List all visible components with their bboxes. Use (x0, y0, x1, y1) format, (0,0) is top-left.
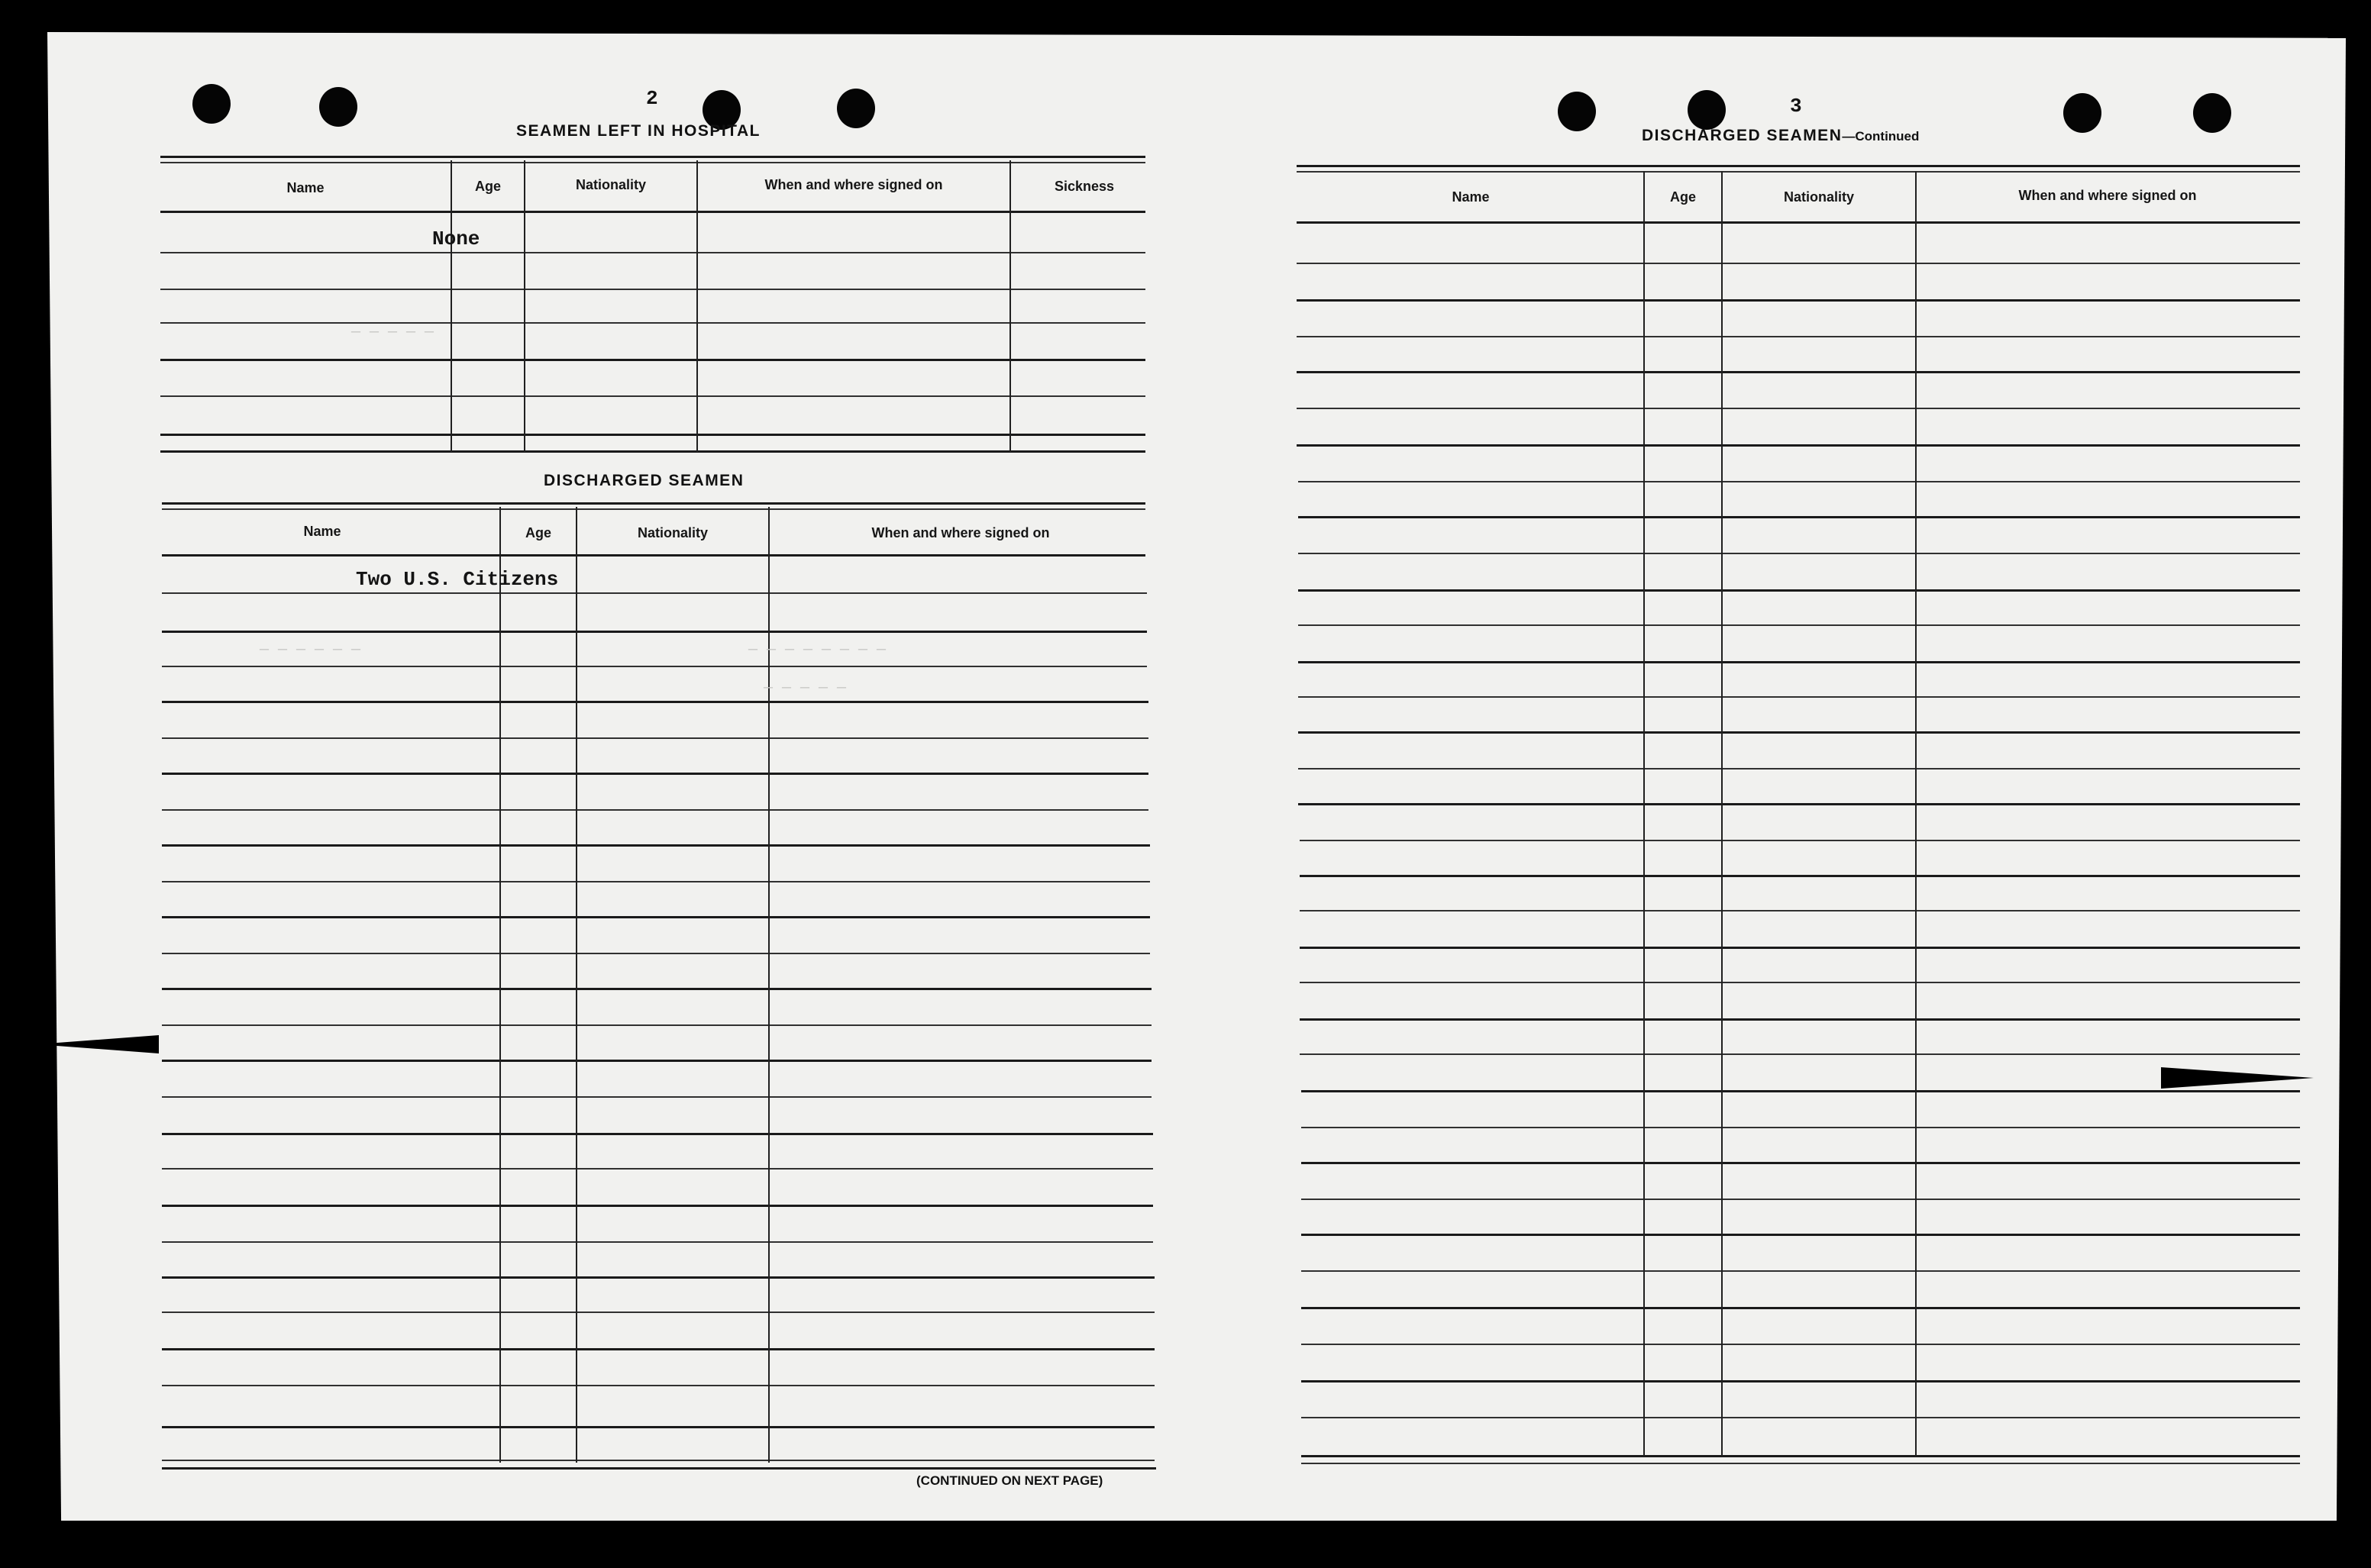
discharged-continued-title (1642, 127, 1919, 145)
punch-hole (837, 89, 875, 128)
column-header-signed-on: When and where signed on (764, 177, 943, 192)
hospital-entry: None (432, 227, 480, 250)
bleed-through-mark: — — — — — — (260, 641, 361, 659)
page-notch (37, 1035, 159, 1053)
page-number: 3 (1790, 95, 1802, 118)
column-header-age: Age (474, 179, 501, 194)
column-header-name: Name (286, 180, 325, 195)
continued-note: (CONTINUED ON NEXT PAGE) (916, 1473, 1103, 1488)
discharged-section-title: DISCHARGED SEAMEN (544, 472, 745, 489)
title-main: DISCHARGED SEAMEN (1642, 127, 1843, 144)
column-header-name: Name (1452, 189, 1490, 205)
punch-hole (1558, 92, 1596, 131)
column-header-age: Age (1669, 189, 1696, 205)
column-header-signed-on: When and where signed on (871, 525, 1050, 540)
hospital-section-title: SEAMEN LEFT IN HOSPITAL (516, 122, 761, 140)
column-header-signed-on: When and where signed on (2018, 188, 2197, 203)
document-sheet (47, 32, 2346, 1521)
punch-hole (1688, 90, 1726, 130)
page-notch (2161, 1067, 2314, 1089)
punch-hole (319, 87, 357, 127)
column-header-nationality: Nationality (637, 525, 708, 540)
title-suffix: —Continued (1842, 129, 1920, 144)
punch-hole (2063, 93, 2101, 133)
punch-hole (192, 84, 231, 124)
page-number: 2 (646, 87, 658, 110)
bleed-through-mark: — — — — — — — — (748, 641, 887, 659)
column-header-nationality: Nationality (1783, 189, 1854, 205)
punch-hole (2193, 93, 2231, 133)
column-header-sickness: Sickness (1054, 179, 1115, 194)
bleed-through-mark: — — — — — (351, 324, 434, 341)
column-header-nationality: Nationality (575, 177, 646, 192)
column-header-age: Age (525, 525, 551, 540)
column-header-name: Name (303, 524, 341, 539)
discharged-entry: Two U.S. Citizens (356, 568, 559, 591)
bleed-through-mark: — — — — — (764, 679, 847, 697)
